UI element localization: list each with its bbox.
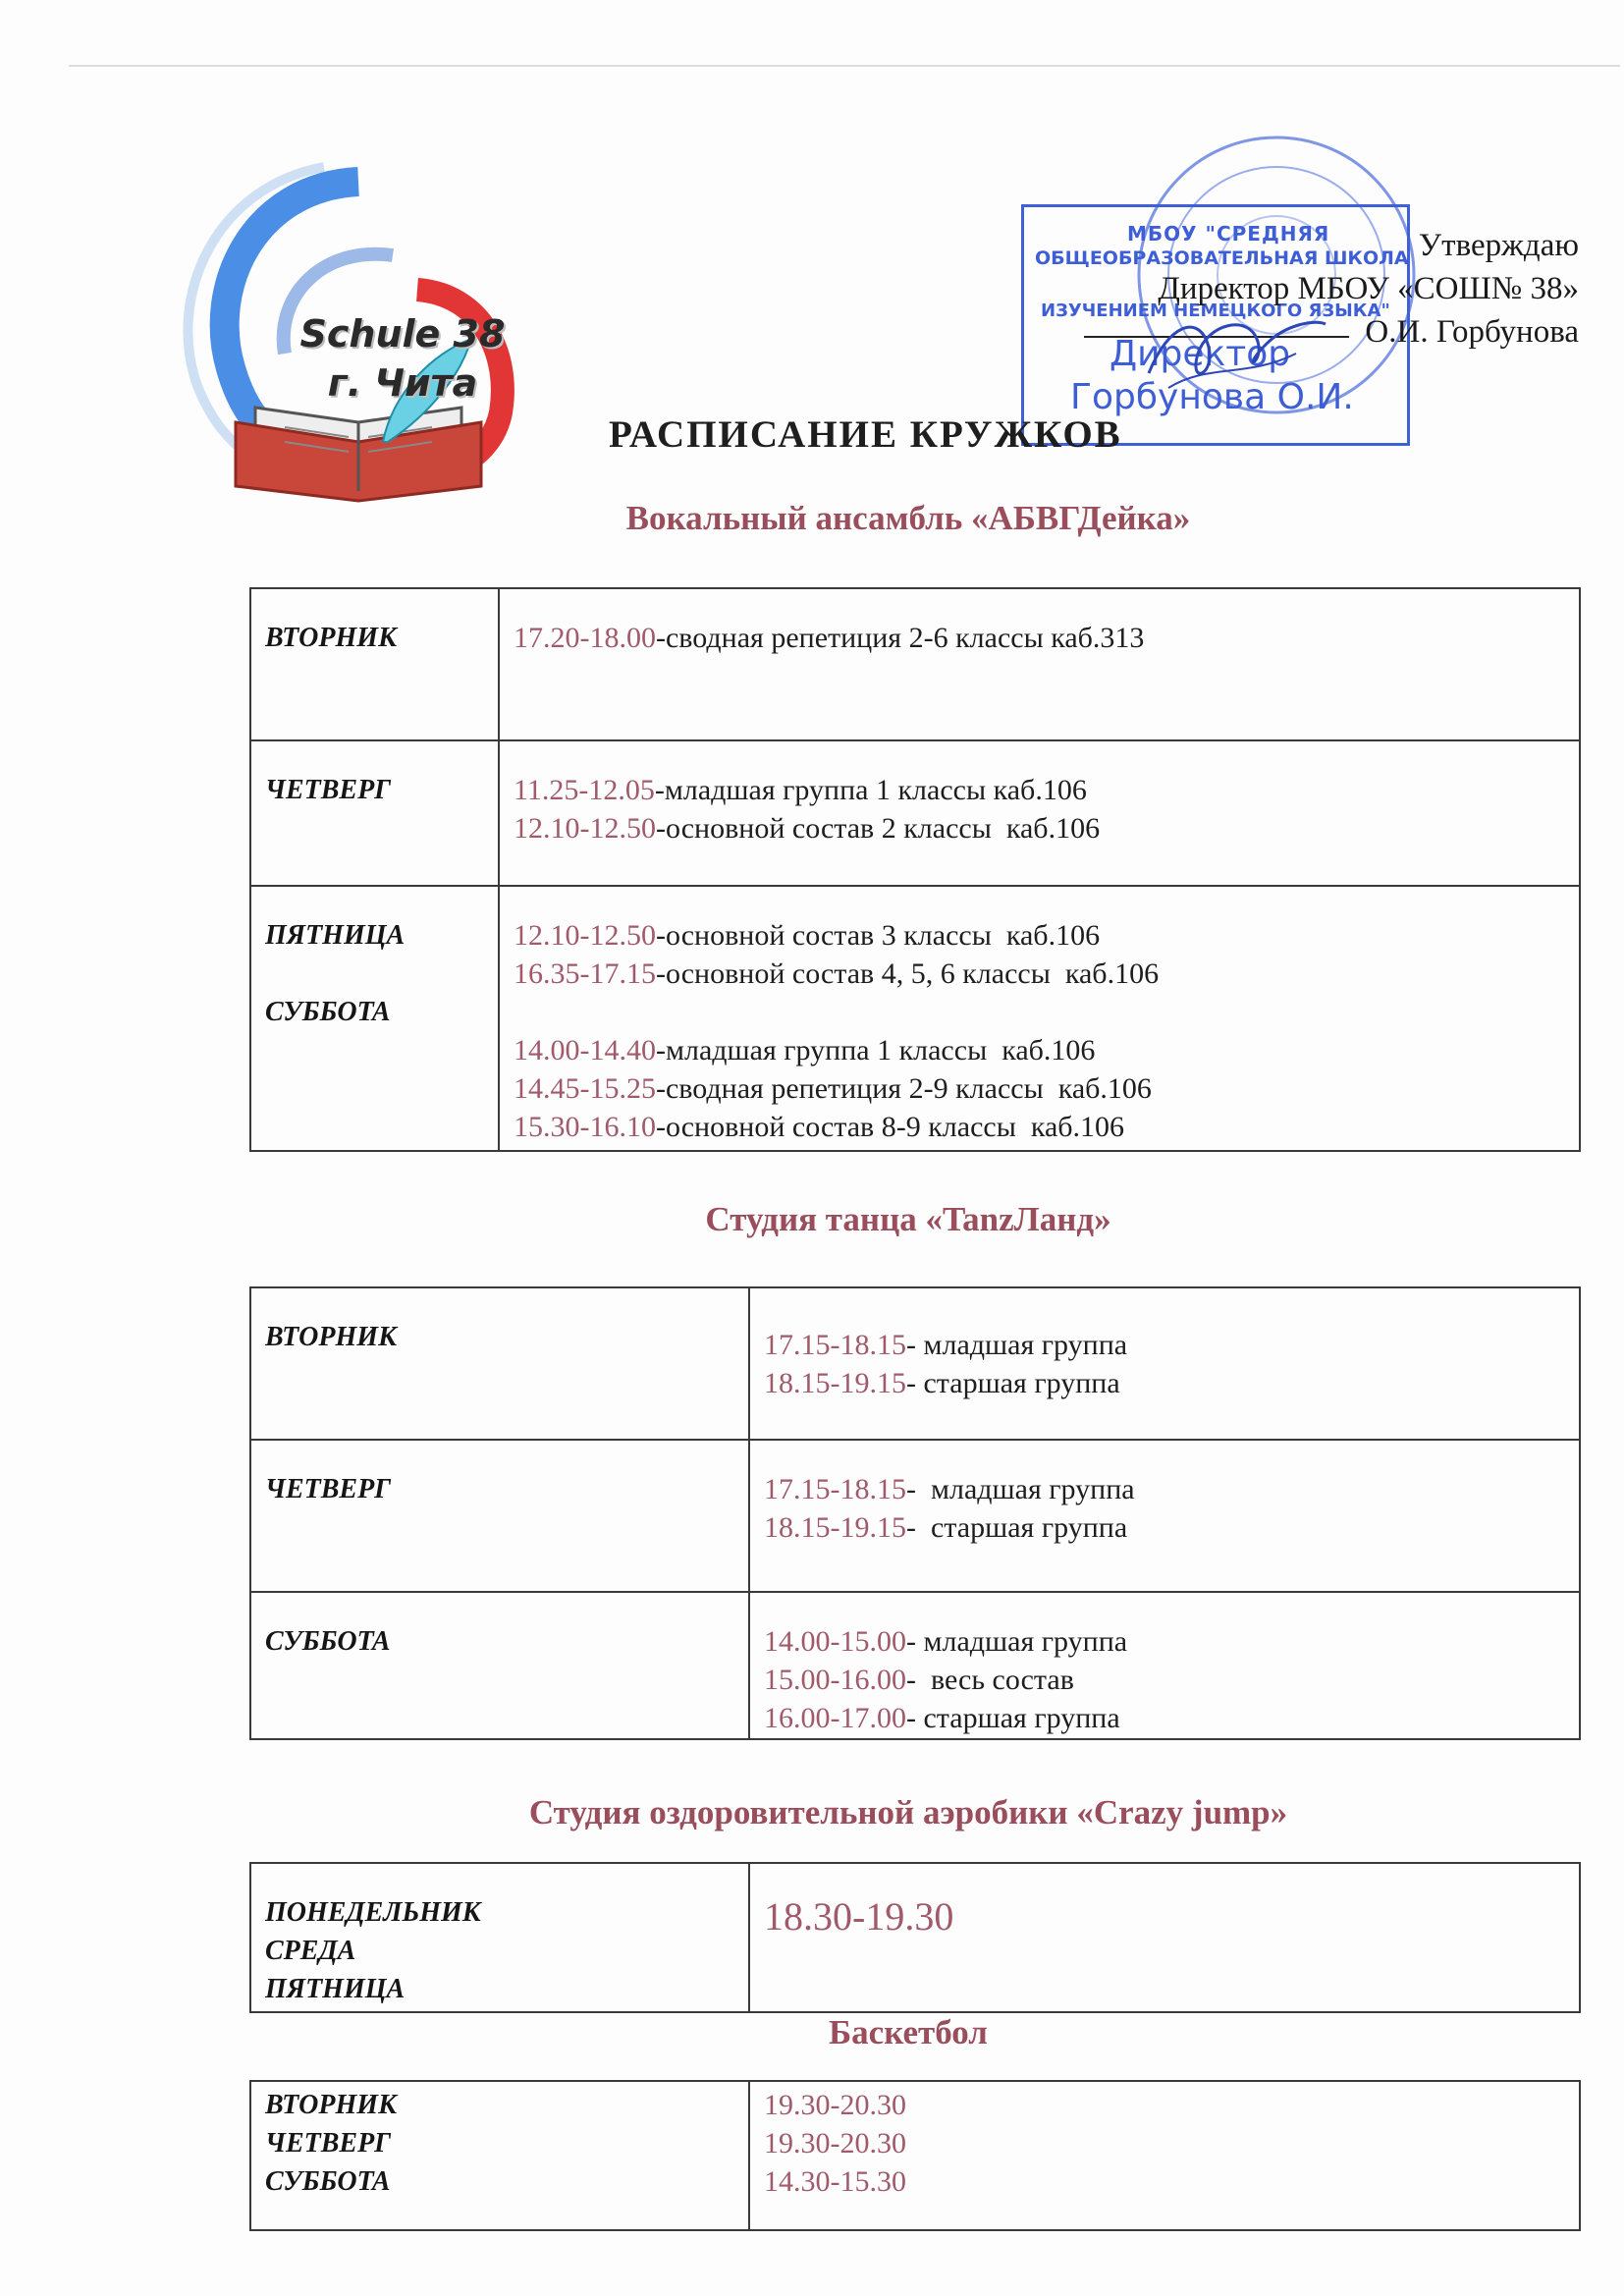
approval-signer: О.И. Горбунова (1365, 314, 1579, 350)
time-slot: 11.25-12.05-младшая группа 1 классы каб.106 (514, 774, 1087, 806)
day-cell (250, 1863, 749, 2012)
slots-cell (749, 1863, 1580, 2012)
day-label: СУББОТА (265, 997, 391, 1027)
day-label: СУББОТА (265, 2166, 391, 2197)
day-label: ЧЕТВЕРГ (265, 1474, 392, 1504)
page-title: РАСПИСАНИЕ КРУЖКОВ (609, 413, 1122, 456)
time-slot: 14.00-15.00- младшая группа (764, 1625, 1128, 1658)
time-slot: 14.00-14.40-младшая группа 1 классы каб.106 (514, 1034, 1096, 1066)
approval-line: Директор МБОУ «СОШ№ 38» (1158, 271, 1579, 306)
day-label: ЧЕТВЕРГ (265, 775, 392, 805)
time-slot: 15.00-16.00- весь состав (764, 1664, 1074, 1696)
approval-line: Утверждаю (1418, 228, 1579, 263)
time-slot: 16.35-17.15-основной состав 4, 5, 6 классы каб.106 (514, 957, 1160, 990)
stamp-text: Горбунова О.И. (1070, 377, 1354, 417)
stamp-text: МБОУ "СРЕДНЯЯ (1127, 222, 1330, 246)
table-row (250, 1440, 1580, 1592)
time-slot: 12.10-12.50-основной состав 3 классы каб.106 (514, 919, 1101, 952)
table-row (250, 1592, 1580, 1739)
day-cell (250, 588, 499, 740)
slots-cell (499, 886, 1580, 1151)
time-slot: 17.15-18.15- младшая группа (764, 1473, 1135, 1505)
top-divider (69, 65, 1620, 67)
time-slot: 18.30-19.30 (764, 1894, 954, 1939)
table-row (250, 1863, 1580, 2012)
day-label: ЧЕТВЕРГ (265, 2128, 392, 2159)
schedule-table (249, 587, 1581, 1152)
day-label: ВТОРНИК (265, 1322, 398, 1352)
slots-cell (749, 2081, 1580, 2230)
time-slot: 14.30-15.30 (764, 2165, 906, 2198)
table-row (250, 2081, 1580, 2230)
day-label: ВТОРНИК (265, 2090, 398, 2120)
table-row (250, 1287, 1580, 1440)
day-label: ПОНЕДЕЛЬНИК (265, 1897, 481, 1928)
logo-text-line1: Schule 38 (299, 312, 506, 355)
time-slot: 19.30-20.30 (764, 2127, 906, 2159)
table-row (250, 886, 1580, 1151)
day-label: ПЯТНИЦА (265, 920, 406, 951)
section-heading: Вокальный ансамбль «АБВГДейка» (625, 499, 1191, 537)
day-cell (250, 1287, 749, 1440)
schedule-table (249, 2080, 1581, 2231)
day-label: ВТОРНИК (265, 623, 398, 653)
time-slot: 16.00-17.00- старшая группа (764, 1702, 1120, 1734)
day-cell (250, 2081, 749, 2230)
day-label: СРЕДА (265, 1936, 356, 1966)
time-slot: 17.20-18.00-сводная репетиция 2-6 классы каб.313 (514, 622, 1145, 654)
time-slot: 15.30-16.10-основной состав 8-9 классы каб.106 (514, 1111, 1125, 1143)
time-slot: 12.10-12.50-основной состав 2 классы каб.106 (514, 812, 1101, 845)
slots-cell (749, 1287, 1580, 1440)
stamp-text: ИЗУЧЕНИЕМ НЕМЕЦКОГО ЯЗЫКА" (1041, 301, 1390, 321)
day-label: ПЯТНИЦА (265, 1974, 406, 2004)
time-slot: 18.15-19.15- старшая группа (764, 1511, 1128, 1544)
slots-cell (499, 588, 1580, 740)
section-heading: Студия танца «TanzЛанд» (705, 1200, 1111, 1238)
time-slot: 14.45-15.25-сводная репетиция 2-9 классы каб.106 (514, 1072, 1152, 1105)
slots-cell (749, 1440, 1580, 1592)
time-slot: 19.30-20.30 (764, 2089, 906, 2121)
table-row (250, 740, 1580, 886)
stamp-text: Директор (1110, 334, 1291, 374)
time-slot: 18.15-19.15- старшая группа (764, 1367, 1120, 1399)
day-label: СУББОТА (265, 1626, 391, 1657)
slots-cell (499, 740, 1580, 886)
schedule-table (249, 1286, 1581, 1740)
day-cell (250, 740, 499, 886)
slots-cell (749, 1592, 1580, 1739)
table-row (250, 588, 1580, 740)
schedule-table (249, 1862, 1581, 2013)
day-cell (250, 1592, 749, 1739)
section-heading: Студия оздоровительной аэробики «Crazy jump» (528, 1793, 1288, 1831)
time-slot: 17.15-18.15- младшая группа (764, 1329, 1128, 1361)
stamp-text: ОБЩЕОБРАЗОВАТЕЛЬНАЯ ШКОЛА (1035, 247, 1409, 269)
day-cell (250, 1440, 749, 1592)
handwritten-signature (1129, 295, 1335, 403)
day-cell (250, 886, 499, 1151)
section-heading: Баскетбол (829, 2013, 988, 2051)
logo-text-line2: г. Чита (327, 361, 478, 405)
